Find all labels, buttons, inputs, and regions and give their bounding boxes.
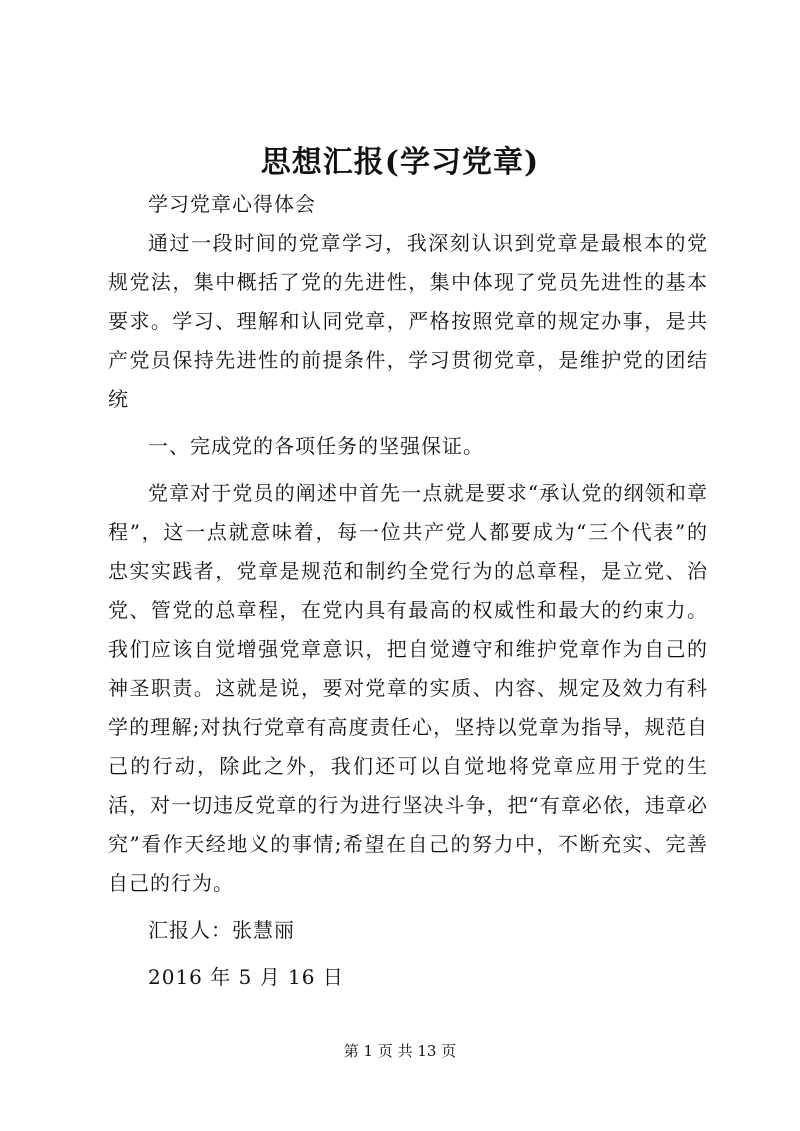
page-title: 思想汇报(学习党章): [260, 145, 540, 180]
body-paragraph-1: 通过一段时间的党章学习，我深刻认识到党章是最根本的党规党法，集中概括了党的先进性，集中体现了党员先进性的基本要求。学习、理解和认同党章，严格按照党章的规定办事，是共产党员保持先进性的前提条件，学习贯彻党章，是维护党的团结统: [108, 231, 708, 411]
page-footer: 第 1 页 共 13 页: [343, 1042, 457, 1060]
subtitle-paragraph: 学习党章心得体会: [148, 192, 316, 216]
body-paragraph-2: 党章对于党员的阐述中首先一点就是要求“承认党的纲领和章程”，这一点就意味着，每一位共产党人都要成为“三个代表”的忠实实践者，党章是规范和制约全党行为的总章程，是立党、治党、管党的总章程，在党内具有最高的权威性和最大的约束力。我们应该自觉增强党章意识，把自觉遵守和维护党章作为自己的神圣职责。这就是说，要对党章的实质、内容、规定及效力有科学的理解;对执行党章有高度责任心，坚持以党章为指导，规范自己的行动，除此之外，我们还可以自觉地将党章应用于党的生活，对一切违反党章的行为进行坚决斗争，把“有章必依，违章必究”看作天经地义的事情;希望在自己的努力中，不断充实、完善自己的行为。: [108, 481, 708, 895]
section-heading-paragraph: 一、完成党的各项任务的坚强保证。: [148, 434, 484, 458]
reporter-line: 汇报人：张慧丽: [148, 918, 295, 942]
date-line: 2016 年 5 月 16 日: [148, 965, 344, 989]
document-body: [108, 185, 708, 997]
